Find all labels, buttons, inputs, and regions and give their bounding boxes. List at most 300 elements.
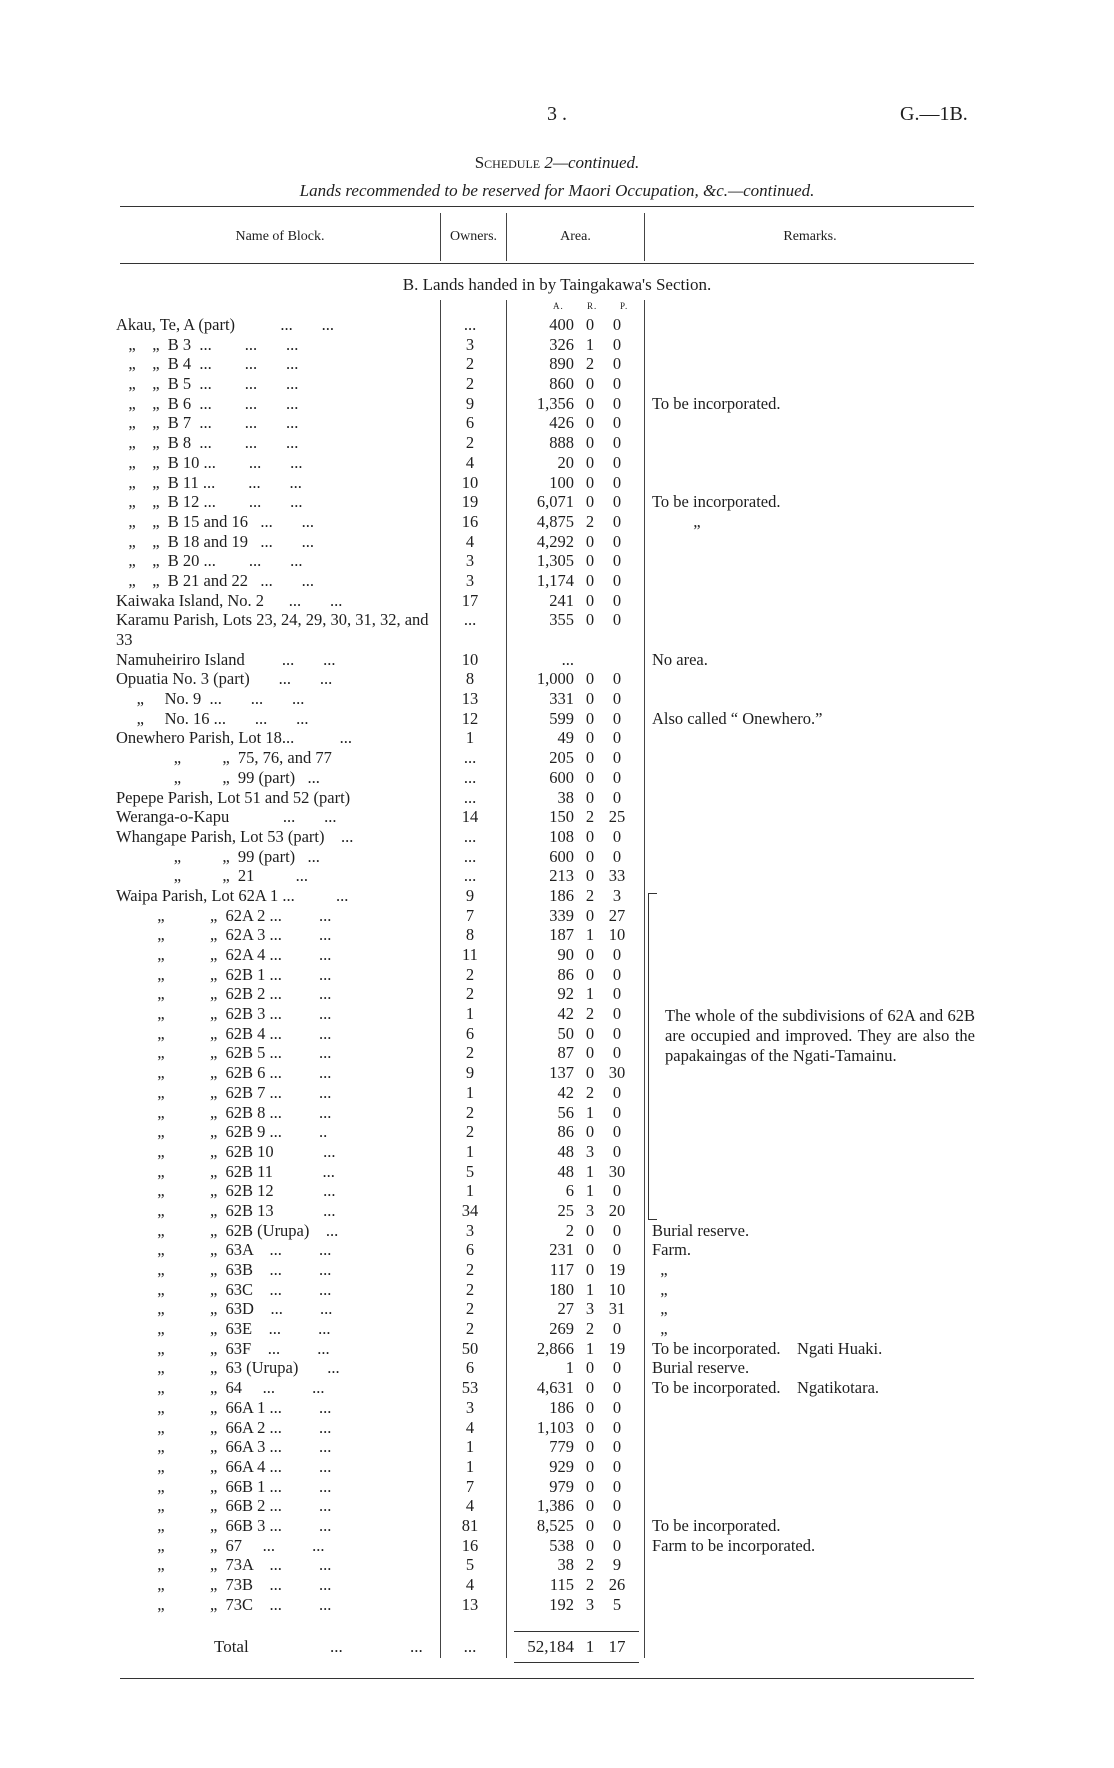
- perches-heading: P.: [620, 301, 629, 311]
- table-row: [0, 551, 1114, 571]
- area-perches: 0: [612, 964, 622, 984]
- merged-remark: The whole of the subdivisions of 62A and 62B are occupied and improved. They are also the papakaingas of the Ngati-Tamainu.: [665, 1006, 975, 1065]
- area-roods: 1: [585, 984, 595, 1004]
- area-roods: 0: [585, 787, 595, 807]
- area-perches: 31: [608, 1299, 626, 1319]
- remark: „: [652, 1279, 668, 1299]
- block-name: „ „ 66A 3 ... ...: [116, 1437, 332, 1457]
- area-acres: 50: [557, 1023, 574, 1043]
- area-roods: 0: [585, 452, 595, 472]
- block-name: „ „ 66A 2 ... ...: [116, 1417, 332, 1437]
- block-name: Weranga-o-Kapu ... ...: [116, 807, 337, 827]
- table-row: [0, 1457, 1114, 1477]
- area-acres: 137: [549, 1063, 574, 1083]
- owners-count: 1: [465, 1141, 475, 1161]
- block-name: „ „ 62B 1 ... ...: [116, 964, 332, 984]
- owners-count: 16: [461, 511, 479, 531]
- column-header-owners: Owners.: [449, 229, 498, 244]
- area-roods: 0: [585, 531, 595, 551]
- block-name: „ „ 66B 1 ... ...: [116, 1476, 332, 1496]
- owners-count: 3: [465, 570, 475, 590]
- owners-count: 14: [461, 807, 479, 827]
- owners-count: 4: [465, 1496, 475, 1516]
- total-leader-1: ...: [330, 1637, 343, 1656]
- block-name: „ „ B 10 ... ... ...: [116, 452, 303, 472]
- area-roods: 3: [585, 1141, 595, 1161]
- area-acres: 42: [557, 1004, 574, 1024]
- area-acres: 860: [549, 374, 574, 394]
- block-name: „ „ B 21 and 22 ... ...: [116, 570, 314, 590]
- area-acres: 115: [549, 1575, 574, 1595]
- owners-count: 3: [465, 551, 475, 571]
- area-roods: 1: [585, 925, 595, 945]
- area-roods: 1: [585, 334, 595, 354]
- total-acres: 52,184: [527, 1637, 574, 1656]
- header-divider-2: [506, 213, 507, 261]
- table-row: [0, 1240, 1114, 1260]
- area-roods: 1: [585, 1161, 595, 1181]
- area-roods: 0: [585, 905, 595, 925]
- area-perches: 0: [612, 334, 622, 354]
- table-row: [0, 1201, 1114, 1221]
- area-roods: 0: [585, 1515, 595, 1535]
- area-perches: 0: [612, 393, 622, 413]
- area-roods: 0: [585, 1260, 595, 1280]
- table-row: [0, 689, 1114, 709]
- area-roods: 2: [585, 1082, 595, 1102]
- block-name: Pepepe Parish, Lot 51 and 52 (part): [116, 787, 351, 807]
- remarks-bracket: [648, 893, 657, 1220]
- block-name: „ „ 63A ... ...: [116, 1240, 332, 1260]
- area-perches: 0: [612, 1515, 622, 1535]
- acres-heading: A.: [553, 301, 564, 311]
- area-perches: 30: [608, 1063, 626, 1083]
- block-name: „ „ 99 (part) ...: [116, 846, 320, 866]
- area-roods: 3: [585, 1200, 595, 1220]
- area-acres: 339: [549, 905, 574, 925]
- area-roods: 2: [585, 1004, 595, 1024]
- block-name: „ „ B 20 ... ... ...: [116, 551, 303, 571]
- table-row: [0, 1536, 1114, 1556]
- area-perches: 3: [612, 885, 622, 905]
- block-name: „ „ 66A 1 ... ...: [116, 1397, 332, 1417]
- table-row: [0, 374, 1114, 394]
- table-row: [0, 354, 1114, 374]
- table-row: [0, 413, 1114, 433]
- table-row: [0, 512, 1114, 532]
- area-perches: 30: [608, 1161, 626, 1181]
- area-roods: 0: [585, 846, 595, 866]
- area-roods: 0: [585, 1122, 595, 1142]
- area-acres: 269: [549, 1319, 574, 1339]
- block-name: „ „ 66B 3 ... ...: [116, 1515, 332, 1535]
- owners-count: 3: [465, 1220, 475, 1240]
- area-perches: 0: [612, 610, 622, 630]
- area-acres: 48: [557, 1141, 574, 1161]
- table-row: [0, 1221, 1114, 1241]
- area-roods: 2: [585, 1555, 595, 1575]
- area-roods: 0: [585, 748, 595, 768]
- table-row: [0, 1122, 1114, 1142]
- table-row: [0, 1496, 1114, 1516]
- owners-count: ...: [463, 610, 477, 630]
- table-row: [0, 1319, 1114, 1339]
- block-name: „ „ 64 ... ...: [116, 1378, 325, 1398]
- area-roods: 0: [585, 570, 595, 590]
- table-row: [0, 886, 1114, 906]
- area-acres: 1,174: [536, 570, 574, 590]
- area-acres: 331: [549, 689, 574, 709]
- table-row: [0, 1063, 1114, 1083]
- area-perches: 19: [608, 1260, 626, 1280]
- area-perches: 0: [612, 1023, 622, 1043]
- block-name: „ „ B 11 ... ... ...: [116, 472, 302, 492]
- owners-count: 2: [465, 1043, 475, 1063]
- area-acres: 1,356: [536, 393, 574, 413]
- table-row: [0, 827, 1114, 847]
- area-roods: 0: [585, 708, 595, 728]
- owners-count: 2: [465, 354, 475, 374]
- area-perches: 0: [612, 1456, 622, 1476]
- area-roods: 0: [585, 1456, 595, 1476]
- area-acres: 92: [557, 984, 574, 1004]
- owners-count: 2: [465, 1319, 475, 1339]
- area-acres: 20: [557, 452, 574, 472]
- area-acres: 426: [549, 413, 574, 433]
- table-row: [0, 1437, 1114, 1457]
- block-name: „ „ B 7 ... ... ...: [116, 413, 299, 433]
- owners-count: 17: [461, 590, 479, 610]
- area-perches: 10: [608, 1279, 626, 1299]
- area-perches: 0: [612, 472, 622, 492]
- owners-count: 8: [465, 669, 475, 689]
- area-perches: 0: [612, 1535, 622, 1555]
- owners-count: ...: [463, 767, 477, 787]
- area-perches: 0: [612, 1378, 622, 1398]
- area-roods: 0: [585, 315, 595, 334]
- table-row: [0, 768, 1114, 788]
- area-roods: 0: [585, 1496, 595, 1516]
- area-acres: 38: [557, 1555, 574, 1575]
- table-row: [0, 1260, 1114, 1280]
- area-acres: 400: [549, 315, 574, 334]
- area-acres: 4,875: [536, 511, 574, 531]
- area-acres: 48: [557, 1161, 574, 1181]
- remark: Burial reserve.: [652, 1220, 750, 1240]
- area-roods: 0: [585, 1397, 595, 1417]
- area-acres: 890: [549, 354, 574, 374]
- owners-count: 2: [465, 1122, 475, 1142]
- block-name: Waipa Parish, Lot 62A 1 ... ...: [116, 885, 349, 905]
- table-row: [0, 1418, 1114, 1438]
- remark: To be incorporated. Ngatikotara.: [652, 1378, 880, 1398]
- owners-count: 6: [465, 1358, 475, 1378]
- area-perches: 0: [612, 1181, 622, 1201]
- remark: „: [652, 1299, 668, 1319]
- table-row: [0, 492, 1114, 512]
- area-acres: 326: [549, 334, 574, 354]
- owners-count: 1: [465, 1004, 475, 1024]
- owners-count: 8: [465, 925, 475, 945]
- header-divider-1: [440, 213, 441, 261]
- area-acres: 205: [549, 748, 574, 768]
- area-roods: 3: [585, 1594, 595, 1614]
- block-name: „ „ B 8 ... ... ...: [116, 433, 299, 453]
- area-perches: 0: [612, 1319, 622, 1339]
- area-roods: 0: [585, 1476, 595, 1496]
- area-acres: 108: [549, 826, 574, 846]
- area-roods: 2: [585, 354, 595, 374]
- area-roods: 0: [585, 433, 595, 453]
- page-number: 3 .: [547, 103, 567, 125]
- block-name: „ „ 66B 2 ... ...: [116, 1496, 332, 1516]
- area-roods: 0: [585, 551, 595, 571]
- area-acres: 192: [549, 1594, 574, 1614]
- area-roods: 0: [585, 1535, 595, 1555]
- remark: To be incorporated.: [652, 1515, 781, 1535]
- area-acres: 599: [549, 708, 574, 728]
- area-roods: 0: [585, 1220, 595, 1240]
- block-name: Kaiwaka Island, No. 2 ... ...: [116, 590, 343, 610]
- table-row: [0, 610, 1114, 649]
- area-acres: 1,386: [536, 1496, 574, 1516]
- table-row: [0, 1378, 1114, 1398]
- area-perches: 5: [612, 1594, 622, 1614]
- area-acres: 779: [549, 1437, 574, 1457]
- block-name: „ „ B 12 ... ... ...: [116, 492, 303, 512]
- block-name: „ „ 62B 10 ...: [116, 1141, 336, 1161]
- block-name: „ No. 16 ... ... ...: [116, 708, 309, 728]
- area-perches: 10: [608, 925, 626, 945]
- block-name: „ „ 62B 2 ... ...: [116, 984, 332, 1004]
- owners-count: 2: [465, 1260, 475, 1280]
- block-name: „ „ 73B ... ...: [116, 1575, 332, 1595]
- roods-heading: R.: [587, 301, 598, 311]
- area-acres: 600: [549, 846, 574, 866]
- owners-count: 2: [465, 964, 475, 984]
- table-row: [0, 1477, 1114, 1497]
- area-acres: 186: [549, 1397, 574, 1417]
- table-row: [0, 453, 1114, 473]
- area-perches: 0: [612, 354, 622, 374]
- area-acres: 49: [557, 728, 574, 748]
- owners-count: 2: [465, 433, 475, 453]
- area-perches: 0: [612, 1141, 622, 1161]
- table-row: [0, 1280, 1114, 1300]
- owners-count: 1: [465, 1456, 475, 1476]
- area-roods: 1: [585, 1102, 595, 1122]
- block-name: „ „ B 6 ... ... ...: [116, 393, 299, 413]
- owners-count: 1: [465, 728, 475, 748]
- header-bottom-rule: [120, 263, 974, 264]
- table-row: [0, 788, 1114, 808]
- remark: To be incorporated.: [652, 393, 781, 413]
- table-row: [0, 728, 1114, 748]
- schedule-subtitle-text: Lands recommended to be reserved for Maori Occupation, &c.—continued.: [299, 181, 815, 200]
- area-acres: 186: [549, 885, 574, 905]
- area-perches: 0: [612, 1358, 622, 1378]
- area-roods: 0: [585, 472, 595, 492]
- block-name: „ „ 63D ... ...: [116, 1299, 333, 1319]
- area-perches: 0: [612, 492, 622, 512]
- area-roods: 0: [585, 1063, 595, 1083]
- area-acres: 180: [549, 1279, 574, 1299]
- table-row: [0, 1181, 1114, 1201]
- owners-count: 10: [461, 649, 479, 669]
- area-perches: 0: [612, 767, 622, 787]
- area-acres: 2,866: [536, 1338, 574, 1358]
- block-name: „ „ 62B 11 ...: [116, 1161, 335, 1181]
- area-perches: 25: [608, 807, 626, 827]
- block-name: „ „ 67 ... ...: [116, 1535, 325, 1555]
- area-acres: 1,103: [536, 1417, 574, 1437]
- area-roods: 2: [585, 1575, 595, 1595]
- remark: Farm.: [652, 1240, 691, 1260]
- section-title: [0, 275, 1114, 295]
- area-perches: 33: [608, 866, 626, 886]
- block-name: „ „ 63F ... ...: [116, 1338, 330, 1358]
- block-name: „ „ 62B 7 ... ...: [116, 1082, 332, 1102]
- area-acres: 56: [557, 1102, 574, 1122]
- schedule-title-word: Schedule: [474, 153, 541, 172]
- owners-count: ...: [463, 748, 477, 768]
- area-acres: 600: [549, 767, 574, 787]
- table-row: [0, 315, 1114, 335]
- block-name: Opuatia No. 3 (part) ... ...: [116, 669, 333, 689]
- table-row: [0, 945, 1114, 965]
- total-label: Total: [214, 1637, 249, 1656]
- block-name: „ „ 62B 6 ... ...: [116, 1063, 332, 1083]
- block-name: „ No. 9 ... ... ...: [116, 689, 305, 709]
- block-name: „ „ B 5 ... ... ...: [116, 374, 299, 394]
- area-perches: 0: [612, 728, 622, 748]
- owners-count: 7: [465, 905, 475, 925]
- owners-count: 9: [465, 885, 475, 905]
- area-acres: 6: [565, 1181, 574, 1201]
- schedule-title: [0, 153, 1114, 173]
- owners-count: 34: [461, 1200, 479, 1220]
- owners-count: 7: [465, 1476, 475, 1496]
- table-row: [0, 1595, 1114, 1615]
- area-perches: 0: [612, 531, 622, 551]
- block-name: „ „ 62B 13 ...: [116, 1200, 336, 1220]
- owners-count: 2: [465, 1279, 475, 1299]
- owners-count: 3: [465, 1397, 475, 1417]
- area-roods: 0: [585, 413, 595, 433]
- owners-count: 6: [465, 1240, 475, 1260]
- owners-count: 16: [461, 1535, 479, 1555]
- area-perches: 0: [612, 669, 622, 689]
- owners-count: ...: [463, 866, 477, 886]
- table-row: [0, 433, 1114, 453]
- table-row: [0, 335, 1114, 355]
- block-name: Onewhero Parish, Lot 18... ...: [116, 728, 353, 748]
- schedule-rows: [0, 315, 1114, 1614]
- block-name: „ „ B 4 ... ... ...: [116, 354, 299, 374]
- area-roods: 0: [585, 945, 595, 965]
- area-roods: 0: [585, 669, 595, 689]
- block-name: „ „ 62A 4 ... ...: [116, 945, 332, 965]
- area-roods: 0: [585, 492, 595, 512]
- owners-count: 5: [465, 1161, 475, 1181]
- area-perches: 0: [612, 570, 622, 590]
- area-roods: 0: [585, 1023, 595, 1043]
- area-roods: 0: [585, 393, 595, 413]
- area-perches: 26: [608, 1575, 626, 1595]
- table-row: [0, 650, 1114, 670]
- area-perches: 0: [612, 1122, 622, 1142]
- area-roods: 0: [585, 964, 595, 984]
- area-roods: 0: [585, 826, 595, 846]
- area-acres: 117: [549, 1260, 574, 1280]
- area-acres: 6,071: [536, 492, 574, 512]
- table-row: [0, 669, 1114, 689]
- block-name: Namuheiriro Island ... ...: [116, 649, 336, 669]
- area-perches: 0: [612, 689, 622, 709]
- total-owners: ...: [463, 1637, 477, 1656]
- table-row: [0, 591, 1114, 611]
- block-name: „ „ 62B 3 ... ...: [116, 1004, 332, 1024]
- area-acres: 86: [557, 964, 574, 984]
- area-acres: 231: [549, 1240, 574, 1260]
- block-name: „ „ B 15 and 16 ... ...: [116, 511, 314, 531]
- area-roods: 0: [585, 590, 595, 610]
- block-name: „ „ 63B ... ...: [116, 1260, 332, 1280]
- area-perches: 0: [612, 1102, 622, 1122]
- block-name: „ „ 62A 2 ... ...: [116, 905, 332, 925]
- area-perches: 0: [612, 1082, 622, 1102]
- owners-count: 13: [461, 689, 479, 709]
- table-row: [0, 906, 1114, 926]
- area-acres: 1,000: [536, 669, 574, 689]
- area-perches: 0: [612, 374, 622, 394]
- block-name: „ „ 66A 4 ... ...: [116, 1456, 332, 1476]
- table-row: [0, 394, 1114, 414]
- table-row: [0, 473, 1114, 493]
- area-acres: 42: [557, 1082, 574, 1102]
- table-row: [0, 571, 1114, 591]
- table-row: [0, 925, 1114, 945]
- total-leader-2: ...: [410, 1637, 423, 1656]
- area-perches: 0: [612, 945, 622, 965]
- schedule-subtitle: [0, 181, 1114, 201]
- owners-count: 6: [465, 413, 475, 433]
- area-perches: 0: [612, 433, 622, 453]
- owners-count: ...: [463, 826, 477, 846]
- remark: „: [652, 1260, 668, 1280]
- table-row: [0, 1516, 1114, 1536]
- table-row: [0, 1299, 1114, 1319]
- remark: To be incorporated.: [652, 492, 781, 512]
- header-top-rule: [120, 206, 974, 207]
- area-perches: 0: [612, 315, 622, 334]
- area-acres: 38: [557, 787, 574, 807]
- total-perches: 17: [608, 1637, 626, 1656]
- owners-count: 5: [465, 1555, 475, 1575]
- area-perches: 0: [612, 1220, 622, 1240]
- area-roods: 0: [585, 728, 595, 748]
- schedule-title-continued: 2—continued.: [540, 153, 640, 172]
- area-roods: 2: [585, 511, 595, 531]
- area-roods: 0: [585, 1378, 595, 1398]
- owners-count: ...: [463, 315, 477, 334]
- block-name: „ „ 62B 4 ... ...: [116, 1023, 332, 1043]
- owners-count: 1: [465, 1082, 475, 1102]
- owners-count: 6: [465, 1023, 475, 1043]
- area-acres: 4,631: [536, 1378, 574, 1398]
- area-perches: 20: [608, 1200, 626, 1220]
- total-roods: 1: [585, 1637, 595, 1656]
